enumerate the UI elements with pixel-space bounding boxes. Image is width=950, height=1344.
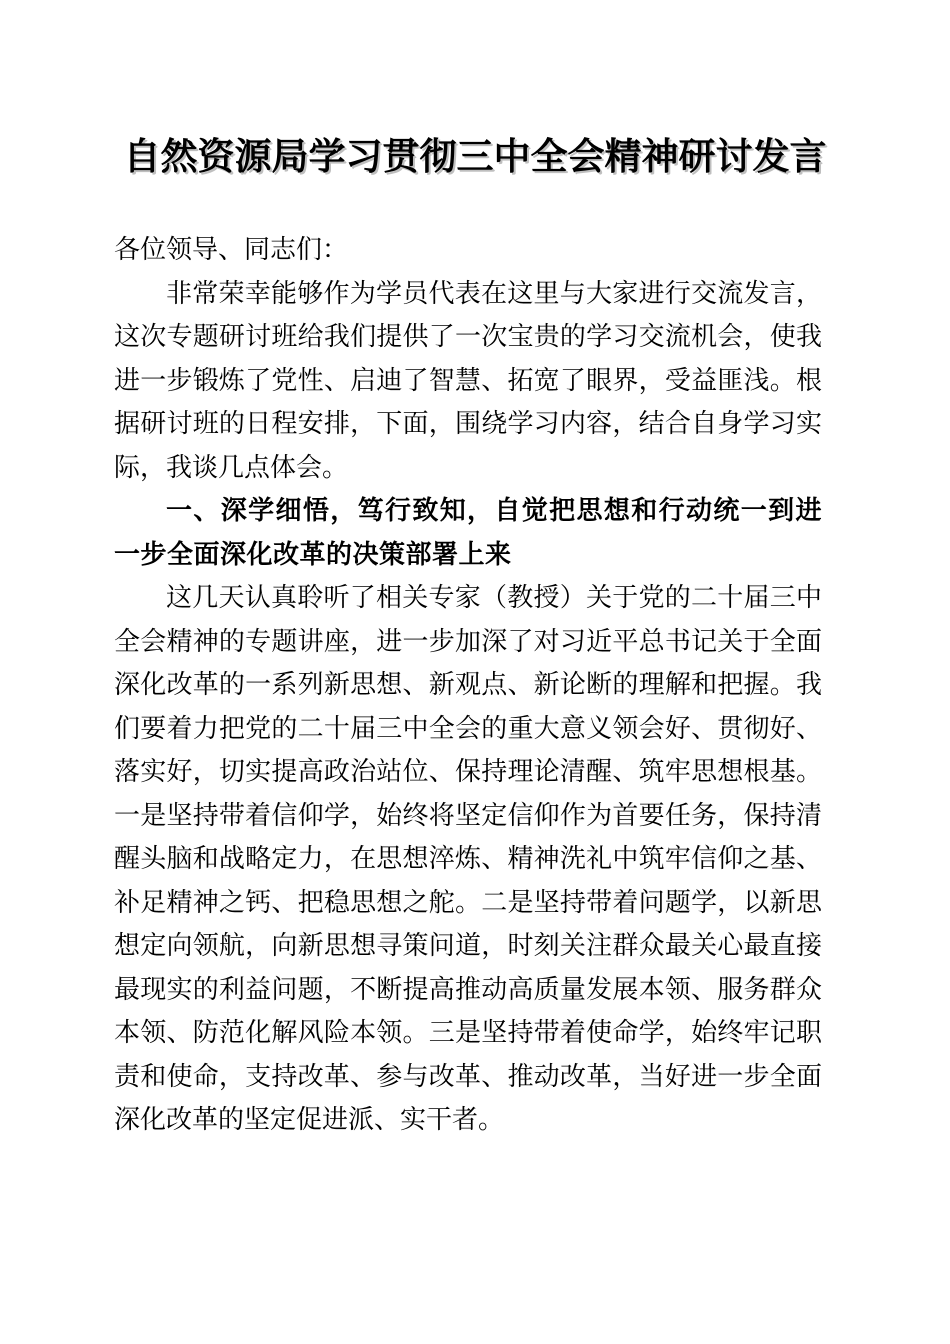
salutation-line: 各位领导、同志们： — [114, 235, 349, 264]
intro-paragraph: 非常荣幸能够作为学员代表在这里与大家进行交流发言，这次专题研讨班给我们提供了一次宝贵的学习交流机会，使我进一步锻炼了党性、启迪了智慧、拓宽了眼界，受益匪浅。根据研讨班的日程安排，下面，围绕学习内容，结合自身学习实际，我谈几点体会。 — [114, 278, 822, 482]
document-body — [114, 228, 822, 1142]
document-title: 自然资源局学习贯彻三中全会精神研讨发言 — [123, 137, 827, 178]
section-heading-1: 一、深学细悟，笃行致知，自觉把思想和行动统一到进一步全面深化改革的决策部署上来 — [114, 495, 822, 569]
section-1-paragraph: 这几天认真聆听了相关专家（教授）关于党的二十届三中全会精神的专题讲座，进一步加深了对习近平总书记关于全面深化改革的一系列新思想、新观点、新论断的理解和把握。我们要着力把党的二十届三中全会的重大意义领会好、贯彻好、落实好，切实提高政治站位、保持理论清醒、筑牢思想根基。一是坚持带着信仰学，始终将坚定信仰作为首要任务，保持清醒头脑和战略定力，在思想淬炼、精神洗礼中筑牢信仰之基、补足精神之钙、把稳思想之舵。二是坚持带着问题学，以新思想定向领航，向新思想寻策问道，时刻关注群众最关心最直接最现实的利益问题，不断提高推动高质量发展本领、服务群众本领、防范化解风险本领。三是坚持带着使命学，始终牢记职责和使命，支持改革、参与改革、推动改革，当好进一步全面深化改革的坚定促进派、实干者。 — [114, 583, 822, 1134]
